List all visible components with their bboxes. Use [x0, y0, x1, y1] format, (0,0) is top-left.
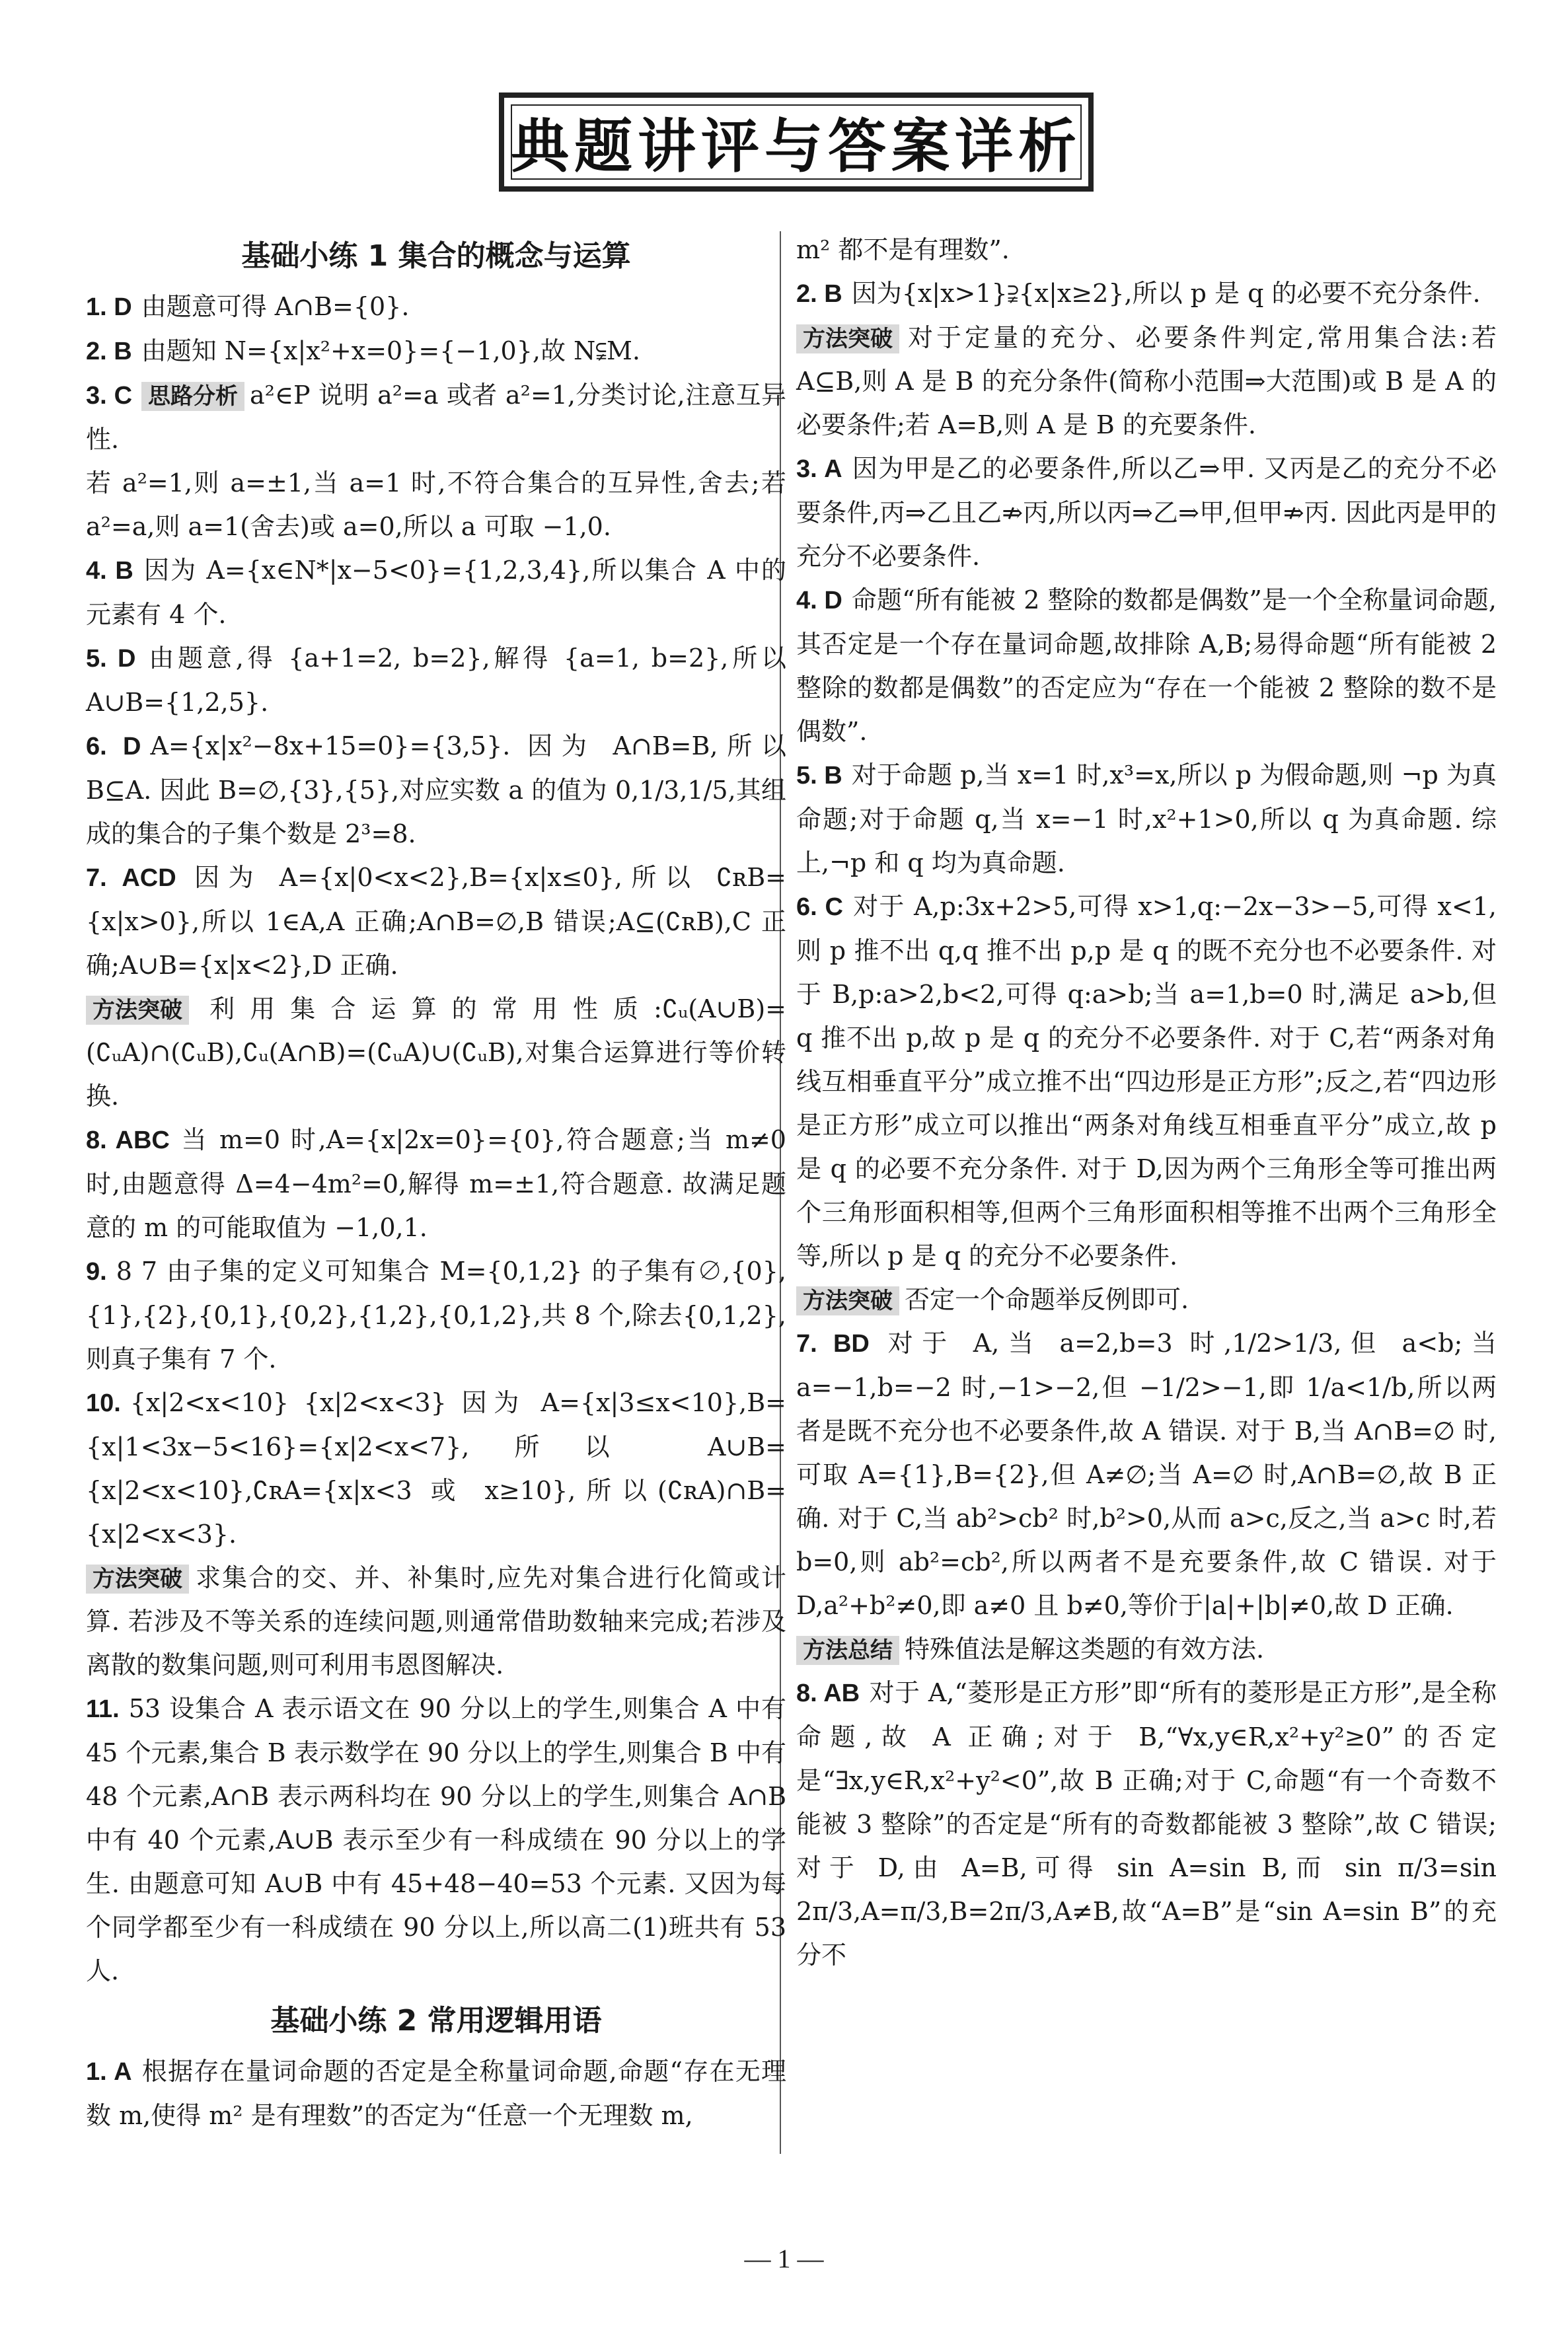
answer-item: [86, 2049, 786, 2137]
answer-number: 4. D: [796, 587, 842, 614]
answer-text: 因为甲是乙的必要条件,所以乙⇒甲. 又丙是乙的充分不必要条件,丙⇒乙且乙⇏丙,所以丙⇒乙⇒甲,但甲⇏丙. 因此丙是甲的充分不必要条件.: [796, 454, 1497, 571]
answer-text: 求集合的交、并、补集时,应先对集合进行化简或计算. 若涉及不等关系的连续问题,则通常借助数轴来完成;若涉及离散的数集问题,则可利用韦恩图解决.: [86, 1563, 786, 1679]
answer-item: [86, 724, 786, 856]
method-box: [796, 316, 1497, 447]
answer-item: [796, 1321, 1497, 1627]
answer-text: 因为 A={x|0<x<2},B={x|x≤0},所以 ∁ʀB={x|x>0},所以 1∈A,A 正确;A∩B=∅,B 错误;A⊆(∁ʀB),C 正确;A∪B={x|x<2},D 正确.: [86, 863, 786, 980]
answer-text: 53 设集合 A 表示语文在 90 分以上的学生,则集合 A 中有 45 个元素,集合 B 表示数学在 90 分以上的学生,则集合 B 中有 48 个元素,A∩B 表示两科均在 90 分以上的学生,则集合 A∩B 中有 40 个元素,A∪B 表示至少有一科成绩在 90 分以上的学生. 由题意可知 A∪B 中有 45+48−40=53 个元素. 又因为每个同学都至少有一科成绩在 90 分以上,所以高二(1)班共有 53 人.: [86, 1694, 786, 1985]
answer-number: 2. B: [86, 338, 132, 365]
answer-number: 3. A: [796, 455, 842, 483]
highlight-tag: 方法突破: [796, 1286, 899, 1315]
page-banner: [499, 92, 1094, 192]
answer-item: [796, 578, 1497, 753]
answer-number: 9.: [86, 1258, 107, 1286]
highlight-tag: 方法突破: [86, 1565, 189, 1594]
method-box: [86, 1556, 786, 1687]
answer-number: 8. AB: [796, 1679, 860, 1707]
answer-number: 10.: [86, 1389, 121, 1417]
answer-text: 由题知 N={x|x²+x=0}={−1,0},故 N⫋M.: [141, 336, 640, 365]
method-box: [86, 987, 786, 1118]
answer-text: 命题“所有能被 2 整除的数都是偶数”是一个全称量词命题,其否定是一个存在量词命题,故排除 A,B;易得命题“所有能被 2 整除的数都是偶数”的否定应为“存在一个能被 2 整除的数不是偶数”.: [796, 585, 1497, 746]
answer-item: [796, 1671, 1497, 1977]
answer-text: 利用集合运算的常用性质:∁ᵤ(A∪B)=(∁ᵤA)∩(∁ᵤB),∁ᵤ(A∩B)=(∁ᵤA)∪(∁ᵤB),对集合运算进行等价转换.: [86, 994, 786, 1111]
answer-text: 由题意,得 {a+1=2, b=2},解得 {a=1, b=2},所以 A∪B={1,2,5}.: [86, 644, 786, 717]
answer-item: [86, 329, 786, 373]
answer-item: [86, 636, 786, 724]
answer-paragraph: [796, 228, 1497, 272]
answer-number: 1. D: [86, 293, 132, 321]
answer-number: 5. B: [796, 762, 842, 790]
answer-item: [86, 1249, 786, 1381]
answer-text: 由题意可得 A∩B={0}.: [141, 292, 410, 321]
answer-text: {x|2<x<10} {x|2<x<3} 因为 A={x|3≤x<10},B={x|1<3x−5<16}={x|2<x<7},所以 A∪B={x|2<x<10},∁ʀA={x|x<3 或 x≥10},所以(∁ʀA)∩B={x|2<x<3}.: [86, 1388, 786, 1549]
answer-item: [86, 548, 786, 636]
answer-text: 对于 A,“菱形是正方形”即“所有的菱形是正方形”,是全称命题,故 A 正确;对于 B,“∀x,y∈R,x²+y²≥0”的否定是“∃x,y∈R,x²+y²<0”,故 B 正确;对于 C,命题“有一个奇数不能被 3 整除”的否定是“所有的奇数都能被 3 整除”,故 C 错误;对于 D,由 A=B,可得 sin A=sin B,而 sin π/3=sin 2π/3,A=π/3,B=2π/3,A≠B,故“A=B”是“sin A=sin B”的充分不: [796, 1678, 1497, 1970]
answer-number: 7. ACD: [86, 864, 176, 892]
highlight-tag: 思路分析: [141, 382, 244, 411]
section-title: 基础小练 2 常用逻辑用语: [270, 2004, 602, 2038]
answer-number: 6. D: [86, 733, 141, 760]
answer-text: 当 m=0 时,A={x|2x=0}={0},符合题意;当 m≠0 时,由题意得 Δ=4−4m²=0,解得 m=±1,符合题意. 故满足题意的 m 的可能取值为 −1,0,1.: [86, 1125, 786, 1242]
method-box: [796, 1278, 1497, 1321]
answer-number: 1. A: [86, 2058, 132, 2086]
answer-item: [86, 856, 786, 987]
answer-item: [86, 285, 786, 329]
highlight-tag: 方法总结: [796, 1636, 899, 1665]
answer-text: A={x|x²−8x+15=0}={3,5}. 因为 A∩B=B,所以 B⊆A. 因此 B=∅,{3},{5},对应实数 a 的值为 0,1/3,1/5,其组成的集合的子集个数是 2³=8.: [86, 731, 786, 848]
highlight-tag: 方法突破: [796, 324, 899, 353]
answer-item: [86, 373, 786, 461]
answer-number: 6. C: [796, 893, 843, 921]
answer-item: [86, 1687, 786, 1993]
answer-text: 8 7 由子集的定义可知集合 M={0,1,2} 的子集有∅,{0},{1},{2},{0,1},{0,2},{1,2},{0,1,2},共 8 个,除去{0,1,2},则真子集有 7 个.: [86, 1257, 786, 1374]
answer-text: 因为{x|x>1}⫌{x|x≥2},所以 p 是 q 的必要不充分条件.: [851, 279, 1481, 308]
page-title: 典题讲评与答案详析: [510, 112, 1082, 180]
highlight-tag: 方法突破: [86, 996, 189, 1025]
answer-number: 4. B: [86, 557, 133, 585]
answer-text: m² 都不是有理数”.: [796, 235, 1010, 264]
answer-text: 对于 A,当 a=2,b=3 时,1/2>1/3,但 a<b;当 a=−1,b=−2 时,−1>−2,但 −1/2>−1,即 1/a<1/b,所以两者是既不充分也不必要条件,故 A 错误. 对于 B,当 A∩B=∅ 时,可取 A={1},B={2},但 A≠∅;当 A=∅ 时,A∩B=∅,故 B 正确. 对于 C,当 ab²>cb² 时,b²>0,从而 a>c,反之,当 a>c 时,若 b=0,则 ab²=cb²,所以两者不是充要条件,故 C 错误. 对于 D,a²+b²≠0,即 a≠0 且 b≠0,等价于|a|+|b|≠0,故 D 正确.: [796, 1329, 1497, 1620]
answer-item: [86, 1381, 786, 1556]
answer-text: 对于定量的充分、必要条件判定,常用集合法:若 A⊆B,则 A 是 B 的充分条件(简称小范围⇒大范围)或 B 是 A 的必要条件;若 A=B,则 A 是 B 的充要条件.: [796, 323, 1497, 439]
section-title: 基础小练 1 集合的概念与运算: [241, 239, 631, 273]
answer-number: 11.: [86, 1695, 120, 1723]
answer-number: 8. ABC: [86, 1126, 170, 1154]
answer-item: [86, 1118, 786, 1249]
answer-text: 特殊值法是解这类题的有效方法.: [905, 1635, 1265, 1664]
answer-item: [796, 885, 1497, 1278]
answer-text: 否定一个命题举反例即可.: [905, 1285, 1189, 1314]
method-box: [796, 1627, 1497, 1671]
answer-text: 根据存在量词命题的否定是全称量词命题,命题“存在无理数 m,使得 m² 是有理数”的否定为“任意一个无理数 m,: [86, 2057, 787, 2130]
answer-item: [796, 272, 1497, 316]
answer-number: 2. B: [796, 280, 842, 308]
answer-number: 3. C: [86, 382, 133, 410]
answer-text: 对于命题 p,当 x=1 时,x³=x,所以 p 为假命题,则 ¬p 为真命题;对于命题 q,当 x=−1 时,x²+1>0,所以 q 为真命题. 综上,¬p 和 q 均为真命题.: [796, 760, 1497, 877]
answer-text: a²∈P 说明 a²=a 或者 a²=1,分类讨论,注意互异性.: [86, 381, 786, 454]
answer-text: 若 a²=1,则 a=±1,当 a=1 时,不符合集合的互异性,舍去;若 a²=a,则 a=1(舍去)或 a=0,所以 a 可取 −1,0.: [86, 468, 786, 541]
right-column: [796, 228, 1497, 1977]
answer-number: 5. D: [86, 645, 136, 673]
answer-text: 对于 A,p:3x+2>5,可得 x>1,q:−2x−3>−5,可得 x<1,则 p 推不出 q,q 推不出 p,p 是 q 的既不充分也不必要条件. 对于 B,p:a>2,b<2,可得 q:a>b;当 a=1,b=0 时,满足 a>b,但 q 推不出 p,故 p 是 q 的充分不必要条件. 对于 C,若“两条对角线互相垂直平分”成立推不出“四边形是正方形”;反之,若“四边形是正方形”成立可以推出“两条对角线互相垂直平分”成立,故 p 是 q 的必要不充分条件. 对于 D,因为两个三角形全等可推出两个三角形面积相等,但两个三角形面积相等推不出两个三角形全等,所以 p 是 q 的充分不必要条件.: [796, 892, 1497, 1271]
left-column: [86, 228, 786, 2137]
page-number: — 1 —: [744, 2244, 824, 2273]
answer-item: [796, 447, 1497, 578]
answer-item: [796, 753, 1497, 885]
answer-text: 因为 A={x∈N*|x−5<0}={1,2,3,4},所以集合 A 中的元素有 4 个.: [86, 556, 786, 629]
answer-paragraph: [86, 461, 786, 548]
answer-number: 7. BD: [796, 1330, 870, 1358]
